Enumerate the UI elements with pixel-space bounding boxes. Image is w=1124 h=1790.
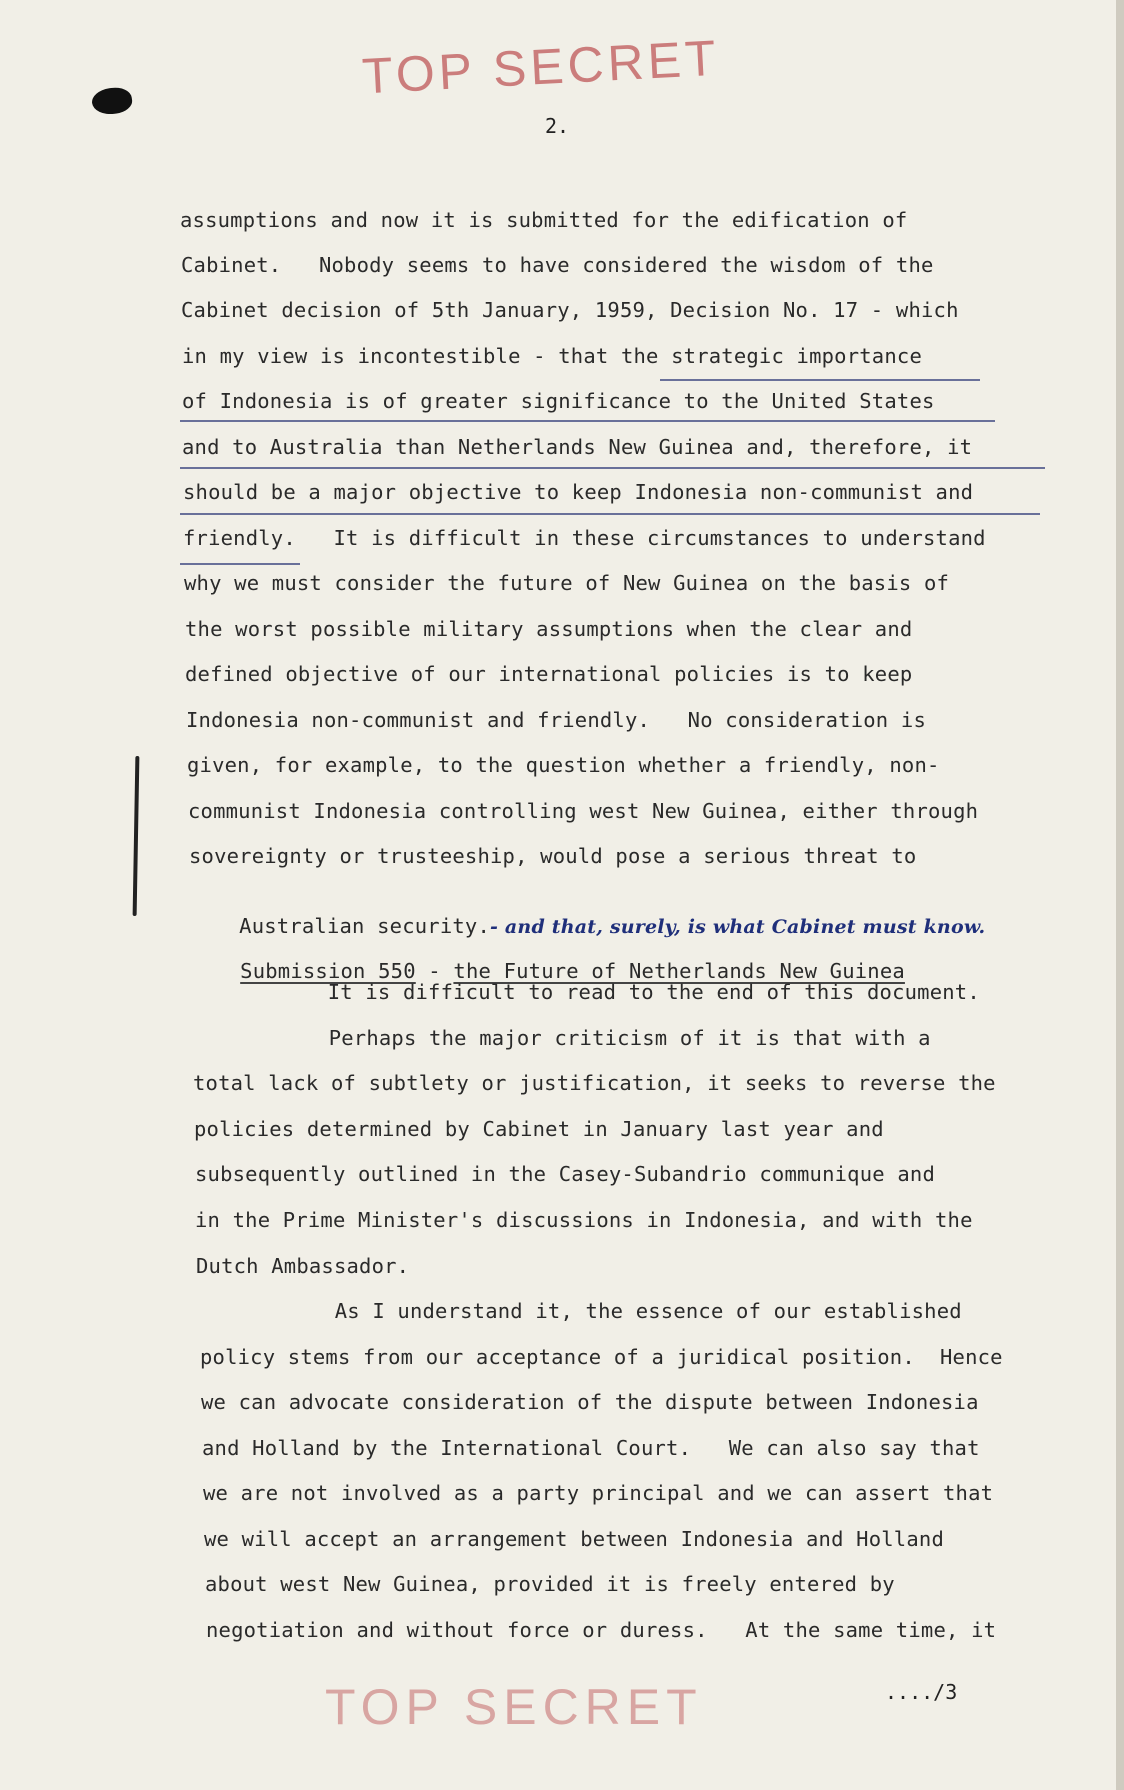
text-line: assumptions and now it is submitted for the edification of xyxy=(180,208,908,232)
text-line: policy stems from our acceptance of a juridical position. Hence xyxy=(200,1345,1003,1369)
pen-underline xyxy=(660,379,980,381)
text-line: Perhaps the major criticism of it is that with a xyxy=(266,1026,931,1050)
text-line: the worst possible military assumptions when the clear and xyxy=(185,617,913,641)
classification-stamp-bottom: TOP SECRET xyxy=(325,1679,703,1735)
text-line: As I understand it, the essence of our established xyxy=(272,1299,962,1323)
text-line: Cabinet. Nobody seems to have considered the wisdom of the xyxy=(181,253,934,277)
pen-underline xyxy=(180,513,1040,515)
text-line: given, for example, to the question whether a friendly, non- xyxy=(187,753,940,777)
submission-subject: the Future of Netherlands New Guinea xyxy=(453,959,905,983)
text-line: Indonesia non-communist and friendly. No consideration is xyxy=(186,708,926,732)
continuation-marker: ..../3 xyxy=(885,1680,958,1704)
pen-underline xyxy=(180,420,995,422)
heading-separator: - xyxy=(415,959,454,983)
text-line: Cabinet decision of 5th January, 1959, Decision No. 17 - which xyxy=(181,298,959,322)
text-line: of Indonesia is of greater significance to the United States xyxy=(182,389,935,413)
page-number: 2. xyxy=(545,114,570,138)
text-line: we will accept an arrangement between Indonesia and Holland xyxy=(204,1527,944,1551)
security-typed: Australian security. xyxy=(239,914,491,938)
text-line: defined objective of our international policies is to keep xyxy=(185,662,913,686)
text-line: friendly. It is difficult in these circumstances to understand xyxy=(183,526,986,550)
text-line: and Holland by the International Court. We can also say that xyxy=(202,1436,980,1460)
margin-line-mark xyxy=(133,756,140,916)
pen-underline xyxy=(180,563,300,565)
text-line: we are not involved as a party principal and we can assert that xyxy=(203,1481,994,1505)
text-line: It is difficult to read to the end of this document. xyxy=(265,980,980,1004)
text-line: Dutch Ambassador. xyxy=(196,1254,410,1278)
classification-stamp-top: TOP SECRET xyxy=(360,29,721,105)
handwritten-annotation: - and that, surely, is what Cabinet must know. xyxy=(490,916,986,938)
text-line: sovereignty or trusteeship, would pose a serious threat to xyxy=(189,844,917,868)
text-line: and to Australia than Netherlands New Guinea and, therefore, it xyxy=(182,435,973,459)
text-line: negotiation and without force or duress. At the same time, it xyxy=(206,1618,997,1642)
pen-underline xyxy=(180,467,1045,469)
text-line: should be a major objective to keep Indonesia non-communist and xyxy=(183,480,974,504)
text-line: we can advocate consideration of the dispute between Indonesia xyxy=(201,1390,979,1414)
text-line: policies determined by Cabinet in January last year and xyxy=(194,1117,884,1141)
text-line: communist Indonesia controlling west New Guinea, either through xyxy=(188,799,979,823)
text-line: in my view is incontestible - that the strategic importance xyxy=(182,344,922,368)
text-line: why we must consider the future of New Guinea on the basis of xyxy=(184,571,950,595)
submission-number: Submission 550 xyxy=(240,959,416,983)
punch-hole xyxy=(90,85,133,116)
text-line: in the Prime Minister's discussions in Indonesia, and with the xyxy=(195,1208,973,1232)
text-line: about west New Guinea, provided it is freely entered by xyxy=(205,1572,895,1596)
text-line: subsequently outlined in the Casey-Subandrio communique and xyxy=(195,1162,935,1186)
text-line: total lack of subtlety or justification, it seeks to reverse the xyxy=(193,1071,996,1095)
